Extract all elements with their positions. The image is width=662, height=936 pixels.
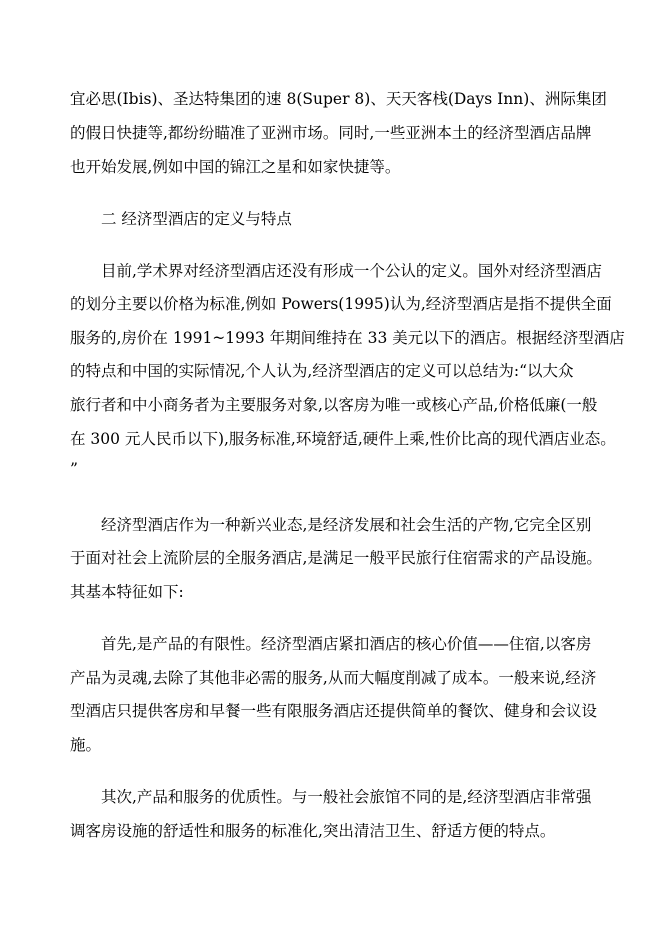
text-line: ” <box>70 460 78 478</box>
text-line: 的特点和中国的实际情况,个人认为,经济型酒店的定义可以总结为:“以大众 <box>70 362 574 380</box>
text-line: 也开始发展,例如中国的锦江之星和如家快捷等。 <box>70 158 401 176</box>
text-line: 于面对社会上流阶层的全服务酒店,是满足一般平民旅行住宿需求的产品设施。 <box>70 549 602 567</box>
text-line: 调客房设施的舒适性和服务的标准化,突出清洁卫生、舒适方便的特点。 <box>70 822 556 840</box>
text-line: 首先,是产品的有限性。经济型酒店紧扣酒店的核心价值——住宿,以客房 <box>101 635 592 653</box>
text-line: 的假日快捷等,都纷纷瞄准了亚洲市场。同时,一些亚洲本土的经济型酒店品牌 <box>70 124 592 142</box>
text-line: 型酒店只提供客房和早餐一些有限服务酒店还提供简单的餐饮、健身和会议设 <box>70 702 598 720</box>
text-line: 服务的,房价在 1991~1993 年期间维持在 33 美元以下的酒店。根据经济型酒店 <box>70 329 625 347</box>
text-line: 宜必思(Ibis)、圣达特集团的速 8(Super 8)、天天客栈(Days Inn)、洲际集团 <box>70 90 607 108</box>
text-line: 其基本特征如下: <box>70 583 184 601</box>
text-line: 其次,产品和服务的优质性。与一般社会旅馆不同的是,经济型酒店非常强 <box>101 788 592 806</box>
text-line: 目前,学术界对经济型酒店还没有形成一个公认的定义。国外对经济型酒店 <box>101 262 602 280</box>
section-heading: 二 经济型酒店的定义与特点 <box>101 210 292 228</box>
text-line: 经济型酒店作为一种新兴业态,是经济发展和社会生活的产物,它完全区别 <box>101 516 592 534</box>
text-line: 在 300 元人民币以下),服务标准,环境舒适,硬件上乘,性价比高的现代酒店业态。 <box>70 430 616 448</box>
text-line: 旅行者和中小商务者为主要服务对象,以客房为唯一或核心产品,价格低廉(一般 <box>70 396 598 414</box>
text-line: 的划分主要以价格为标准,例如 Powers(1995)认为,经济型酒店是指不提供全面 <box>70 295 612 313</box>
text-line: 施。 <box>70 736 102 754</box>
text-line: 产品为灵魂,去除了其他非必需的服务,从而大幅度削减了成本。一般来说,经济 <box>70 669 597 687</box>
